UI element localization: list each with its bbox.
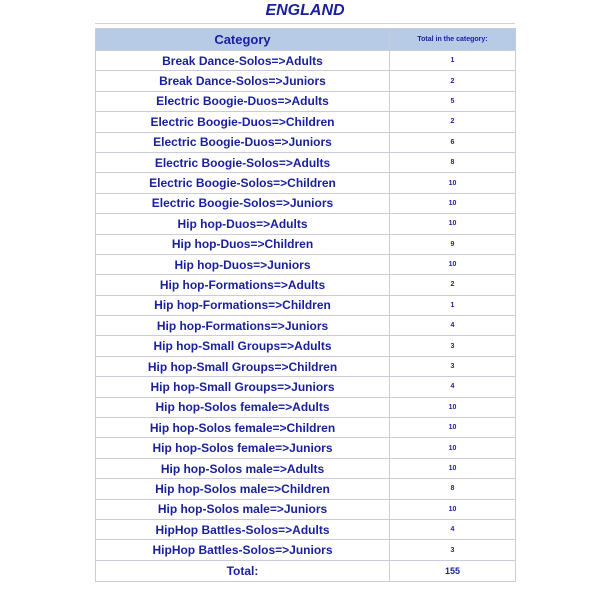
table-row	[96, 152, 516, 172]
category-cell: HipHop Battles-Solos=>Juniors	[96, 540, 390, 560]
category-cell: Hip hop-Solos female=>Adults	[96, 397, 390, 417]
total-cell: 2	[390, 112, 516, 132]
total-label: Total:	[96, 560, 390, 581]
total-cell: 2	[390, 71, 516, 91]
table-row	[96, 397, 516, 417]
table-row	[96, 193, 516, 213]
category-cell: Hip hop-Small Groups=>Juniors	[96, 377, 390, 397]
table-row	[96, 336, 516, 356]
page-title: ENGLAND	[265, 2, 345, 19]
category-cell: Hip hop-Formations=>Children	[96, 295, 390, 315]
category-cell: Hip hop-Solos male=>Juniors	[96, 499, 390, 519]
category-cell: Hip hop-Solos female=>Juniors	[96, 438, 390, 458]
total-cell: 2	[390, 275, 516, 295]
total-cell: 10	[390, 438, 516, 458]
total-cell: 6	[390, 132, 516, 152]
total-cell: 3	[390, 540, 516, 560]
table-row	[96, 295, 516, 315]
total-cell: 3	[390, 356, 516, 376]
category-cell: Electric Boogie-Solos=>Children	[96, 173, 390, 193]
category-cell: Hip hop-Small Groups=>Children	[96, 356, 390, 376]
table-row	[96, 418, 516, 438]
category-cell: Electric Boogie-Duos=>Children	[96, 112, 390, 132]
table-row	[96, 132, 516, 152]
total-cell: 8	[390, 479, 516, 499]
category-table	[95, 28, 516, 582]
table-row	[96, 51, 516, 71]
category-cell: Electric Boogie-Duos=>Adults	[96, 91, 390, 111]
category-cell: Hip hop-Solos female=>Children	[96, 418, 390, 438]
table-row	[96, 71, 516, 91]
category-cell: Break Dance-Solos=>Juniors	[96, 71, 390, 91]
table-row	[96, 173, 516, 193]
table-row	[96, 479, 516, 499]
table-body	[96, 51, 516, 561]
category-cell: Hip hop-Formations=>Juniors	[96, 316, 390, 336]
header-total: Total in the category:	[390, 29, 516, 51]
total-cell: 5	[390, 91, 516, 111]
total-cell: 10	[390, 254, 516, 274]
total-cell: 4	[390, 377, 516, 397]
category-cell: Hip hop-Solos male=>Children	[96, 479, 390, 499]
total-value: 155	[390, 560, 516, 581]
total-cell: 10	[390, 214, 516, 234]
table-header-row	[96, 29, 516, 51]
total-cell: 10	[390, 499, 516, 519]
category-cell: Hip hop-Solos male=>Adults	[96, 458, 390, 478]
table-row	[96, 540, 516, 560]
total-cell: 1	[390, 295, 516, 315]
table-row	[96, 458, 516, 478]
table-row	[96, 234, 516, 254]
category-cell: HipHop Battles-Solos=>Adults	[96, 519, 390, 539]
total-cell: 10	[390, 173, 516, 193]
category-cell: Hip hop-Duos=>Juniors	[96, 254, 390, 274]
category-cell: Break Dance-Solos=>Adults	[96, 51, 390, 71]
total-cell: 1	[390, 51, 516, 71]
table-row	[96, 499, 516, 519]
total-cell: 8	[390, 152, 516, 172]
table-row	[96, 91, 516, 111]
category-cell: Hip hop-Small Groups=>Adults	[96, 336, 390, 356]
category-cell: Electric Boogie-Solos=>Adults	[96, 152, 390, 172]
table-row	[96, 112, 516, 132]
table-row	[96, 438, 516, 458]
table-row	[96, 519, 516, 539]
total-cell: 3	[390, 336, 516, 356]
table-row	[96, 254, 516, 274]
category-cell: Electric Boogie-Duos=>Juniors	[96, 132, 390, 152]
title-divider	[95, 23, 515, 24]
table-row	[96, 275, 516, 295]
table-row	[96, 214, 516, 234]
table-row	[96, 377, 516, 397]
category-cell: Hip hop-Formations=>Adults	[96, 275, 390, 295]
category-cell: Hip hop-Duos=>Adults	[96, 214, 390, 234]
total-cell: 10	[390, 418, 516, 438]
total-cell: 10	[390, 193, 516, 213]
table-total-row	[96, 560, 516, 581]
total-cell: 10	[390, 458, 516, 478]
table-row	[96, 316, 516, 336]
category-cell: Hip hop-Duos=>Children	[96, 234, 390, 254]
total-cell: 4	[390, 519, 516, 539]
category-cell: Electric Boogie-Solos=>Juniors	[96, 193, 390, 213]
total-cell: 4	[390, 316, 516, 336]
total-cell: 10	[390, 397, 516, 417]
header-category: Category	[96, 29, 390, 51]
table-row	[96, 356, 516, 376]
total-cell: 9	[390, 234, 516, 254]
